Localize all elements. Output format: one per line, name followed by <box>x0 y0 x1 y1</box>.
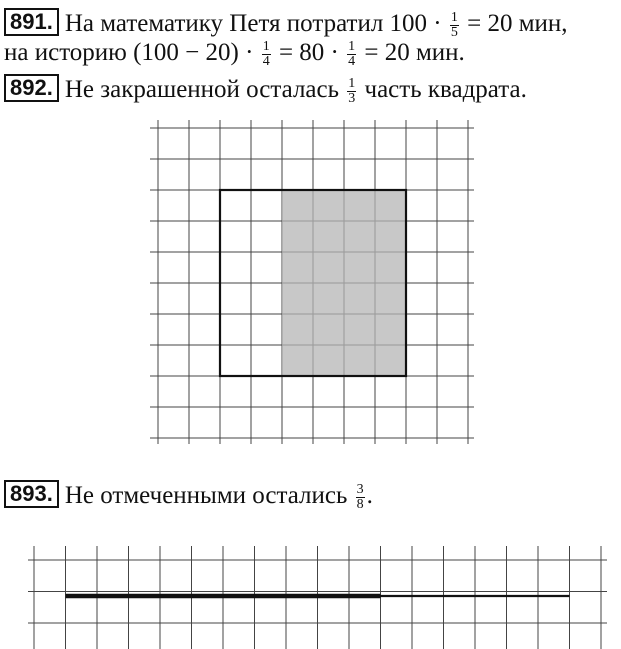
p891-fraction-c: $\frac{1}{4}$ <box>348 38 356 69</box>
problem-number-893: 893. <box>4 480 59 508</box>
p892-text-a: Не закрашенной осталась <box>64 76 340 103</box>
problem-number-891: 891. <box>4 8 59 36</box>
problem-number-892: 892. <box>4 74 59 102</box>
p893-text-b: . <box>366 482 373 509</box>
p891-text-b: = 20 мин, <box>467 10 568 37</box>
p893-text-a: Не отмеченными остались <box>64 482 348 509</box>
p893-fraction: $\frac{3}{8}$ <box>356 481 364 512</box>
p891-fraction-a: $\frac{1}{5}$ <box>450 9 458 40</box>
p891-text-e: = 20 мин. <box>364 39 465 66</box>
p891-text-c: на историю (100 − 20) · <box>4 39 254 66</box>
p891-text-a: На математику Петя потратил 100 · <box>64 10 442 37</box>
p892-text-b: часть квадрата. <box>364 76 527 103</box>
p891-fraction-b: $\frac{1}{4}$ <box>262 38 270 69</box>
p892-fraction: $\frac{1}{3}$ <box>348 75 356 106</box>
p891-text-d: = 80 · <box>278 39 339 66</box>
